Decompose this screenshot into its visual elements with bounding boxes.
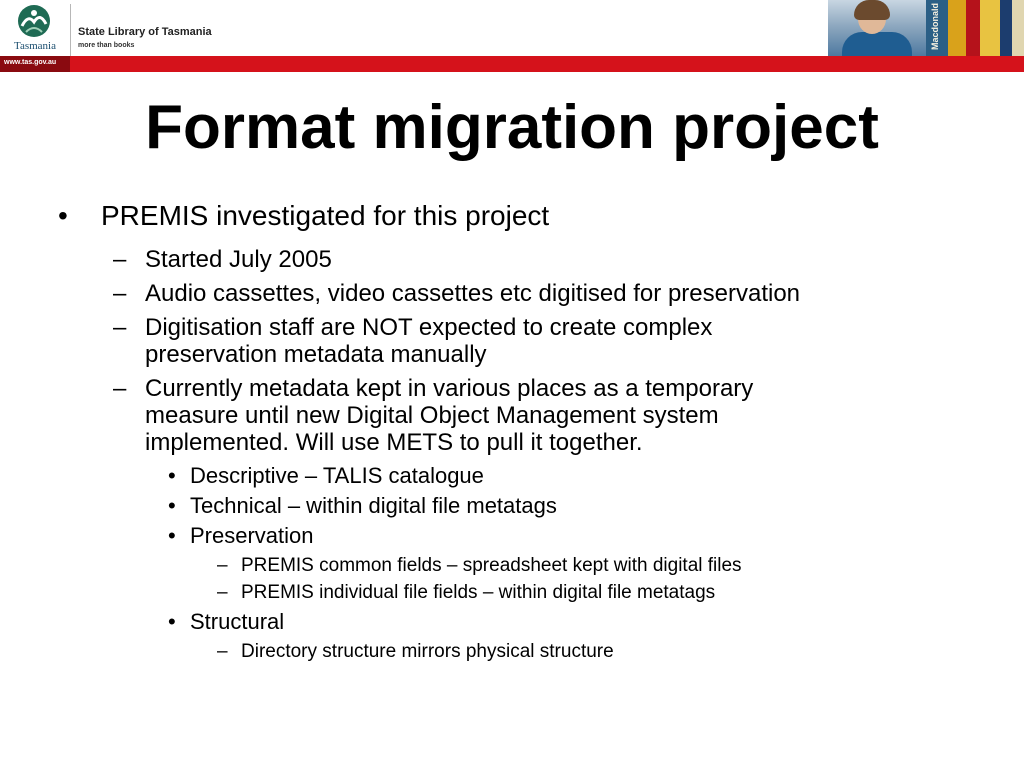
bullet-premis-investigated: PREMIS investigated for this project [101,200,550,231]
logo-wordmark: Tasmania [14,40,56,52]
bullet-structural: Structural [190,609,285,634]
bullet-currently-metadata-line1: Currently metadata kept in various places as a temporary [145,375,754,402]
bullet-currently-metadata-line2: measure until new Digital Object Management system [145,402,719,429]
website-url: www.tas.gov.au [4,59,57,66]
bullet-technical: Technical – within digital file metatags [190,493,557,518]
dash-marker: – [113,314,127,341]
bullet-currently-metadata-line3: implemented. Will use METS to pull it together. [145,429,643,456]
dash-marker: – [113,375,127,402]
dash-marker: – [217,582,228,603]
bullet-started-july: Started July 2005 [145,246,332,273]
bullet-marker: • [168,523,176,548]
bullet-marker: • [168,463,176,488]
bullet-marker: • [58,200,68,231]
photo-book: Macdonald [926,0,948,56]
bullet-preservation: Preservation [190,523,314,548]
organisation-name: State Library of Tasmania [78,26,212,38]
bullet-premis-common-fields: PREMIS common fields – spreadsheet kept with digital files [241,555,742,576]
dash-marker: – [217,555,228,576]
slide-title: Format migration project [145,93,879,162]
bullet-marker: • [168,609,176,634]
dash-marker: – [217,641,228,662]
dash-marker: – [113,246,127,273]
bullet-descriptive: Descriptive – TALIS catalogue [190,463,484,488]
organisation-tagline: more than books [78,42,135,49]
bullet-digitisation-staff-line1: Digitisation staff are NOT expected to create complex [145,314,713,341]
dash-marker: – [113,280,127,307]
bullet-premis-individual-fields: PREMIS individual file fields – within digital file metatags [241,582,716,603]
bullet-directory-structure: Directory structure mirrors physical structure [241,641,614,662]
bullet-digitisation-staff-line2: preservation metadata manually [145,341,487,368]
bullet-marker: • [168,493,176,518]
bullet-audio-video: Audio cassettes, video cassettes etc digitised for preservation [145,280,801,307]
